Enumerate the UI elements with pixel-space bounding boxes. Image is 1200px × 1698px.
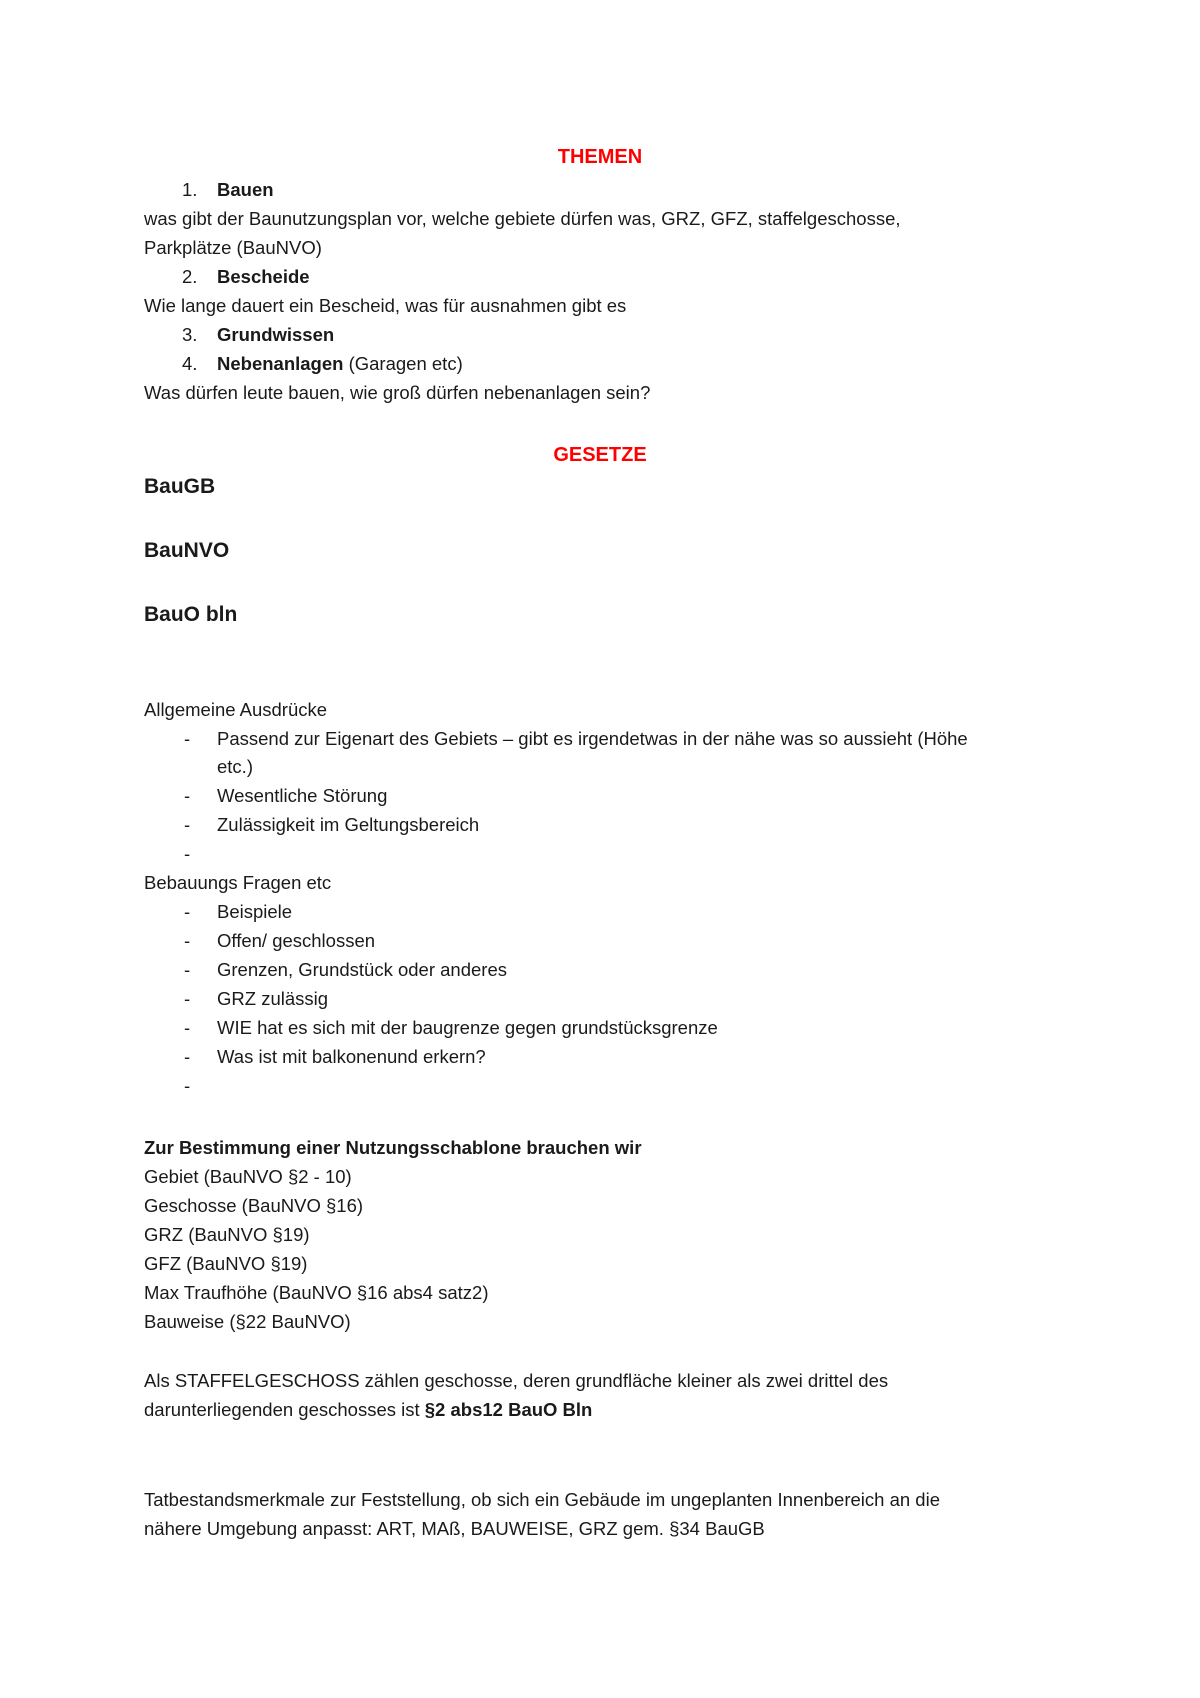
- list-item: Grenzen, Grundstück oder anderes: [217, 959, 507, 980]
- themen-heading: THEMEN: [557, 146, 643, 168]
- nutzung-line: Gebiet (BauNVO §2 - 10): [144, 1166, 352, 1187]
- list-item: Wesentliche Störung: [217, 785, 388, 806]
- bullet-dash: -: [184, 901, 191, 922]
- nebenanlagen-description: Was dürfen leute bauen, wie groß dürfen nebenanlagen sein?: [144, 382, 651, 403]
- themen-item-number: 1.: [182, 179, 198, 200]
- nutzung-line: Max Traufhöhe (BauNVO §16 abs4 satz2): [144, 1282, 489, 1303]
- list-item: Offen/ geschlossen: [217, 930, 376, 951]
- list-item: Beispiele: [217, 901, 293, 922]
- bullet-dash: -: [184, 843, 191, 864]
- bescheide-description: Wie lange dauert ein Bescheid, was für ausnahmen gibt es: [144, 295, 627, 316]
- list-item: GRZ zulässig: [217, 988, 329, 1009]
- law-baugb: BauGB: [144, 475, 216, 498]
- nutzung-line: Bauweise (§22 BauNVO): [144, 1311, 351, 1332]
- staffel-text: darunterliegenden geschosses ist: [144, 1399, 425, 1420]
- nebenanlagen-label: Nebenanlagen: [217, 353, 344, 374]
- nutzung-line: GFZ (BauNVO §19): [144, 1253, 308, 1274]
- bullet-dash: -: [184, 785, 191, 806]
- staffel-reference: §2 abs12 BauO Bln: [424, 1399, 593, 1420]
- themen-item-bescheide: Bescheide: [217, 266, 310, 287]
- bullet-dash: -: [184, 728, 191, 749]
- staffel-line-2: [144, 1398, 592, 1422]
- list-item: Zulässigkeit im Geltungsbereich: [217, 814, 480, 835]
- nutzung-line: Geschosse (BauNVO §16): [144, 1195, 364, 1216]
- bullet-dash: -: [184, 814, 191, 835]
- list-item: Was ist mit balkonenund erkern?: [217, 1046, 486, 1067]
- nebenanlagen-suffix: (Garagen etc): [343, 353, 463, 374]
- tatbestand-line-2: nähere Umgebung anpasst: ART, MAß, BAUWEISE, GRZ gem. §34 BauGB: [144, 1518, 765, 1539]
- themen-item-number: 4.: [182, 353, 198, 374]
- themen-item-number: 3.: [182, 324, 198, 345]
- themen-item-grundwissen: Grundwissen: [217, 324, 335, 345]
- bullet-dash: -: [184, 1046, 191, 1067]
- themen-item-nebenanlagen: [217, 352, 463, 376]
- gesetze-heading: GESETZE: [553, 444, 647, 466]
- bullet-dash: -: [184, 1017, 191, 1038]
- allgemeine-heading: Allgemeine Ausdrücke: [144, 699, 328, 720]
- law-baunvo: BauNVO: [144, 539, 230, 562]
- law-bauo-bln: BauO bln: [144, 603, 238, 626]
- bullet-dash: -: [184, 1075, 191, 1096]
- bullet-dash: -: [184, 930, 191, 951]
- themen-item-bauen: Bauen: [217, 179, 274, 200]
- bauen-description-cont: Parkplätze (BauNVO): [144, 237, 322, 258]
- bauen-description: was gibt der Baunutzungsplan vor, welche gebiete dürfen was, GRZ, GFZ, staffelgeschosse,: [144, 208, 901, 229]
- tatbestand-line-1: Tatbestandsmerkmale zur Feststellung, ob sich ein Gebäude im ungeplanten Innenbereich an die: [144, 1489, 940, 1510]
- bebauung-heading: Bebauungs Fragen etc: [144, 872, 332, 893]
- nutzung-line: GRZ (BauNVO §19): [144, 1224, 310, 1245]
- list-item: WIE hat es sich mit der baugrenze gegen grundstücksgrenze: [217, 1017, 718, 1038]
- list-item-cont: etc.): [217, 756, 253, 777]
- bullet-dash: -: [184, 959, 191, 980]
- themen-item-number: 2.: [182, 266, 198, 287]
- staffel-line-1: Als STAFFELGESCHOSS zählen geschosse, deren grundfläche kleiner als zwei drittel des: [144, 1370, 889, 1391]
- list-item: Passend zur Eigenart des Gebiets – gibt es irgendetwas in der nähe was so aussieht (Höhe: [217, 728, 968, 749]
- nutzung-heading: Zur Bestimmung einer Nutzungsschablone brauchen wir: [144, 1137, 642, 1158]
- bullet-dash: -: [184, 988, 191, 1009]
